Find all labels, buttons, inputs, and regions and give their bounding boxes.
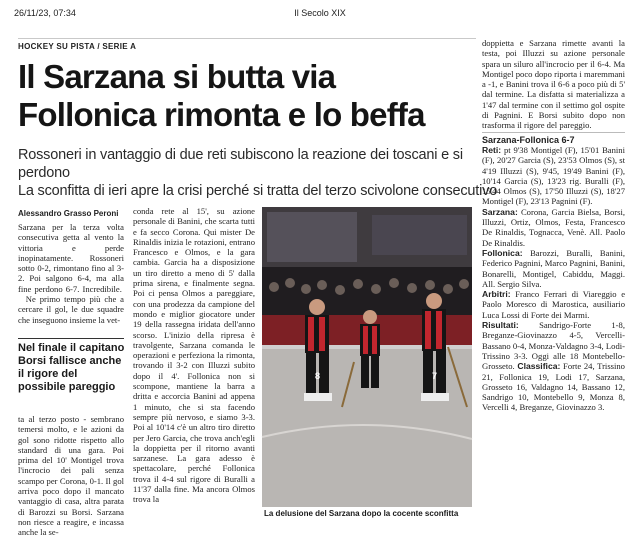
subheadline-line-2: La sconfitta di ieri apre la crisi perché si tratta del terzo scivolone consecutivo xyxy=(18,183,498,199)
box-rule xyxy=(482,132,625,133)
label-classifica: Classifica: xyxy=(517,361,561,372)
match-box-title: Sarzana-Follonica 6-7 xyxy=(482,134,575,145)
label-risultati: Risultati: xyxy=(482,320,519,331)
goals-text: pt 9'38 Montigel (F), 15'01 Banini (F), 20'27 Garcia (S), 23'53 Olmos (S), st 4'19 Illuzzi (S), 9'45, 19'49 Banini (F), 10'14 Garcia (S), 13'23 rig. Buralli (F), 15'44 Olmos (S), 17'50 Illuzzi (S), 18'27 Montigel (F), 23'13 Pagnini (F). xyxy=(482,144,625,207)
referees-text: Franco Ferrari di Viareggio e Paolo Moresco di Marostica, ausiliario Luca Lossi di Forte dei Marmi. xyxy=(482,289,626,320)
browser-print-header xyxy=(0,0,640,24)
standings-text: Forte 24, Trissino 21, Follonica 19, Lodi 17, Sarzana, Grosseto 16, Valdagno 14, Bassano 12, Sandrigo 10, Montebello 9, Monza 8, Vercelli 4, Breganze, Giovinazzo 3. xyxy=(482,361,625,413)
headline xyxy=(18,58,488,134)
subheadline xyxy=(18,146,498,200)
headline-line-2: Follonica rimonta e lo beffa xyxy=(18,96,425,133)
body-column-3 xyxy=(482,38,625,413)
body-paragraph: ta al terzo posto - sembrano temersi molto, e le azioni da gol sono ridotte rispetto allo standard di una gara. Poi prima del 10' Montigel trova l'incrocio dei pali senza scampo per Corona, 0-1. Il gol arriva poco dopo il mancato vantaggio di casa, altra parata di Barozzi su Borsi. Sarzana non riesce a reagire, e incassa anche la se- xyxy=(18,414,124,538)
top-rule xyxy=(18,38,476,39)
photo-caption: La delusione del Sarzana dopo la cocente sconfitta xyxy=(264,509,459,518)
match-referees xyxy=(482,289,625,320)
publication-name: Il Secolo XIX xyxy=(294,8,346,18)
label-reti: Reti: xyxy=(482,144,502,155)
match-goals xyxy=(482,145,625,207)
label-sarzana: Sarzana: xyxy=(482,206,518,217)
label-arbitri: Arbitri: xyxy=(482,289,511,300)
match-follonica-lineup xyxy=(482,248,625,289)
match-results xyxy=(482,320,625,413)
section-kicker: HOCKEY SU PISTA / SERIE A xyxy=(18,42,137,51)
follonica-lineup-text: Barozzi, Buralli, Banini, Federico Pagnini, Marco Pagnini, Banini, Bonarelli, Montigel, Cabiddu, Maggi. All. Sergio Silva. xyxy=(482,247,625,289)
results-text: Sandrigo-Forte 1-8, Breganze-Giovinazzo 4-5, Vercelli-Bassano 0-4, Monza-Valdagno 3-4, Lodi-Trissino 3-3. Oggi alle 18 Montebello-Grosseto. xyxy=(482,320,625,372)
match-sarzana-lineup xyxy=(482,207,625,248)
body-column-2 xyxy=(133,206,255,505)
photo-illustration xyxy=(262,207,472,507)
jersey-number: 7 xyxy=(432,371,438,381)
body-column-1-bottom xyxy=(18,414,124,538)
body-paragraph: doppietta e Sarzana rimette avanti la testa, poi Illuzzi su azione personale spara un siluro all'incrocio per il 6-4. Ma Montigel poco dopo riporta i maremmani a -1, e Banini trova il 6-6 a poco più di 5' dal termine. La disfatta si materializza a 1'47 dal termine con il settimo gol ospite di Pagnini. E Borsi subito dopo non trasforma il rigore del pareggio. xyxy=(482,38,625,131)
body-paragraph: Sarzana per la terza volta consecutiva getta al vento la vittoria e perde inopinatamente. Rossoneri sotto 0-2, rimontano fino al 3-2. Poi salgono 6-4, ma alla fine perdono 6-7. Incredibile. Ne primo tempo più che a cercare il gol, le due squadre che inseguono insieme la vet- xyxy=(18,222,124,325)
subheadline-line-1: Rossoneri in vantaggio di due reti subiscono la reazione dei toscani e si perdono xyxy=(18,147,463,181)
body-paragraph: conda rete al 15', su azione personale di Banini, che scarta tutti e fa secco Corona. Qui mister De Rinaldis inizia le rotazioni, entrano Francesco e Olmos, e la gara cambia. Garcia ha a disposizione un tiro diretto a meno di 5' dalla prima sirena, e finalmente segna. Poi ci pensa Olmos a pareggiare, con una prodezza da campione del mondo e miglior giocatore under 19 della rassegna iridata dell'anno scorso. L'inizio della ripresa è travolgente, Sarzana comanda le operazioni e perfeziona la rimonta, trovando il 3-2 con Illuzzi subito dopo il 4'. Follonica non si scompone, mantiene la barra a dritta e accorcia Banini ad appena 1 minuto, che si sta facendo sempre più nervoso, e siamo 3-3. Poi al 10'14 c'è un altro tiro diretto per Jero Garcia, che trova anch'egli la doppietta per il ritorno avanti sarzanese. La gara adesso è spettacolare, perché Follonica trova il 4-4 sul rigore di Buralli a 11'37 dalla fine. Ma ancora Olmos trova la xyxy=(133,206,255,505)
print-timestamp: 26/11/23, 07:34 xyxy=(14,8,76,18)
pull-quote: Nel finale il capitano Borsi fallisce anche il rigore del possibile pareggio xyxy=(18,342,125,393)
body-column-1-top xyxy=(18,222,124,325)
headline-line-1: Il Sarzana si butta via xyxy=(18,58,336,95)
pull-quote-rule xyxy=(18,338,124,339)
article-photo xyxy=(262,207,472,507)
byline: Alessandro Grasso Peroni xyxy=(18,209,119,218)
jersey-number: 8 xyxy=(315,371,321,381)
sarzana-lineup-text: Corona, Garcia Bielsa, Borsi, Illuzzi, Ortiz, Olmos, Festa, Francesco De Rinaldis, Tognacca, Venè. All. Paolo De Rinaldis. xyxy=(482,206,625,248)
label-follonica: Follonica: xyxy=(482,247,523,258)
